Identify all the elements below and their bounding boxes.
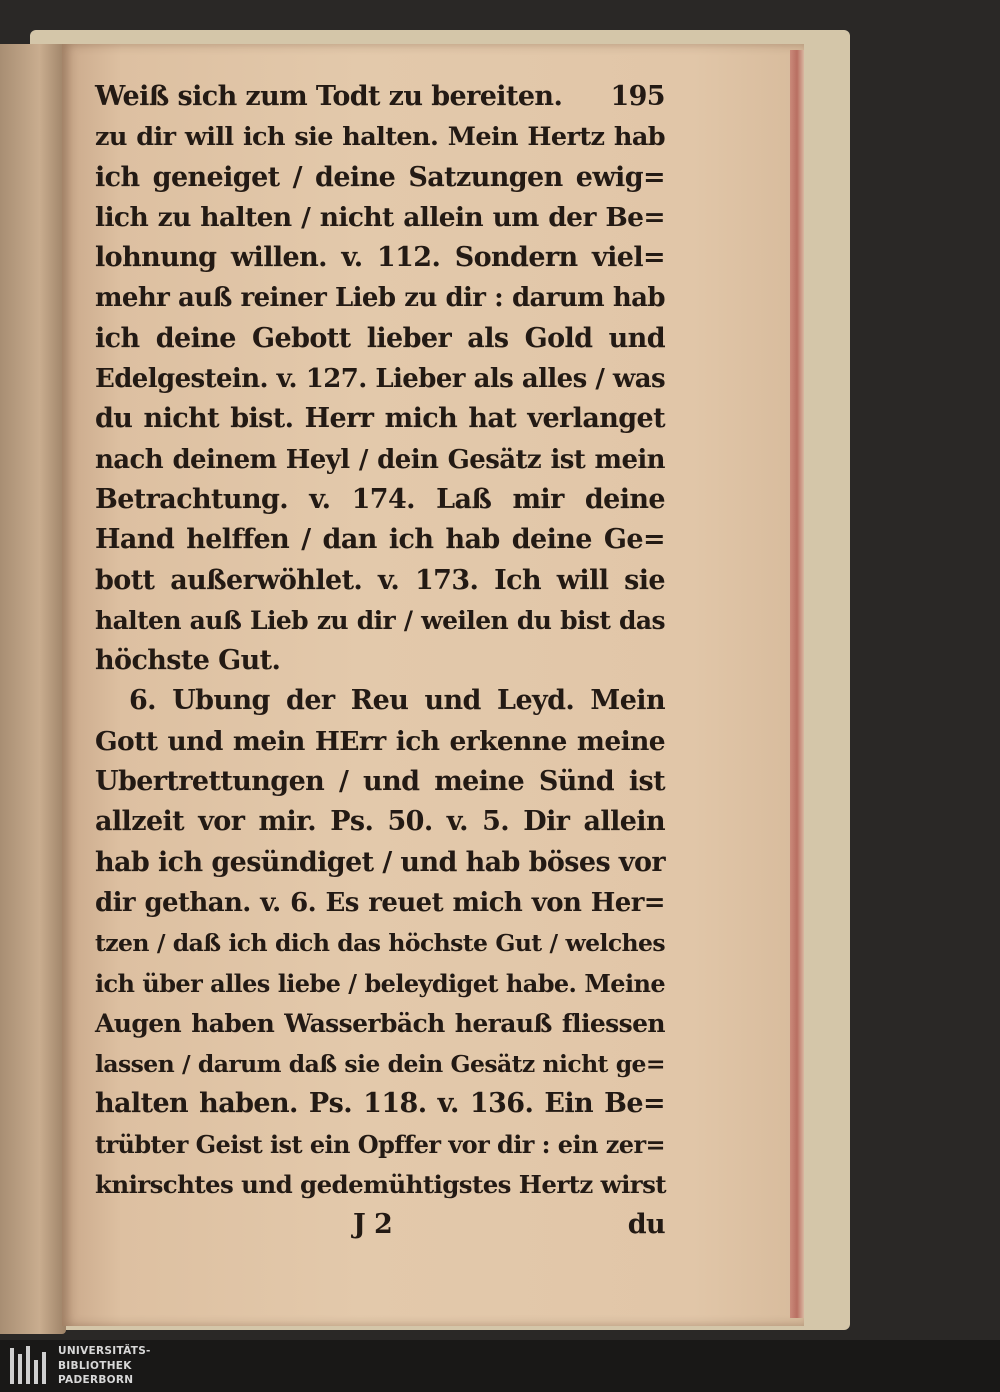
page-number: 195	[610, 81, 665, 112]
text-line: höchste Gut.	[95, 645, 281, 677]
text-line: Ubertrettungen / und meine Sünd ist	[95, 766, 665, 798]
text-line: hab ich gesündiget / und hab böses vor	[95, 846, 665, 878]
library-name	[58, 1344, 151, 1388]
text-line: dir gethan. v. 6. Es reuet mich von Her=	[95, 887, 665, 918]
library-logo-icon	[8, 1344, 52, 1388]
text-line: du nicht bist. Herr mich hat verlanget	[95, 403, 665, 435]
text-line: mehr auß reiner Lieb zu dir : darum hab	[95, 283, 665, 314]
text-line: Edelgestein. v. 127. Lieber als alles / was	[95, 364, 665, 395]
text-line: Augen haben Wasserbäch herauß fliessen	[95, 1008, 665, 1038]
text-line: trübter Geist ist ein Opffer vor dir : ein zer=	[95, 1129, 665, 1159]
library-name-line: BIBLIOTHEK	[58, 1359, 132, 1372]
text-line: ich geneiget / deine Satzungen ewig=	[95, 161, 665, 193]
text-line: lassen / darum daß sie dein Gesätz nicht ge=	[95, 1050, 665, 1079]
page-text	[95, 77, 665, 1246]
signature-line	[95, 1205, 665, 1245]
text-line: knirschtes und gedemühtigstes Hertz wirst	[95, 1170, 667, 1200]
running-head: Weiß sich zum Todt zu bereiten.	[95, 81, 563, 112]
text-line: halten auß Lieb zu dir / weilen du bist das	[95, 605, 665, 635]
library-name-line: UNIVERSITÄTS-	[58, 1345, 151, 1357]
text-line: zu dir will ich sie halten. Mein Hertz hab	[95, 122, 665, 153]
text-line: Gott und mein HErr ich erkenne meine	[95, 725, 665, 757]
section-heading-line: 6. Ubung der Reu und Leyd. Mein	[129, 685, 665, 717]
library-footer	[0, 1340, 1000, 1392]
text-line: Hand helffen / dan ich hab deine Ge=	[95, 524, 665, 556]
text-line: ich über alles liebe / beleydiget habe. Meine	[95, 968, 665, 998]
text-line: lich zu halten / nicht allein um der Be=	[95, 201, 665, 233]
text-line: halten haben. Ps. 118. v. 136. Ein Be=	[95, 1088, 665, 1120]
text-line: bott außerwöhlet. v. 173. Ich will sie	[95, 564, 665, 596]
text-line: ich deine Gebott lieber als Gold und	[95, 322, 665, 354]
text-line: nach deinem Heyl / dein Gesätz ist mein	[95, 444, 665, 475]
running-head-line	[95, 77, 665, 117]
text-line: tzen / daß ich dich das höchste Gut / welches	[95, 929, 665, 958]
library-name-line: PADERBORN	[58, 1374, 134, 1386]
text-line: lohnung willen. v. 112. Sondern viel=	[95, 242, 665, 274]
left-page-edge	[0, 44, 66, 1334]
text-line: Betrachtung. v. 174. Laß mir deine	[95, 483, 665, 515]
signature-mark: J 2	[353, 1209, 393, 1241]
catchword: du	[627, 1209, 665, 1241]
page-edge-red	[790, 50, 804, 1318]
text-line: allzeit vor mir. Ps. 50. v. 5. Dir allein	[95, 806, 665, 838]
